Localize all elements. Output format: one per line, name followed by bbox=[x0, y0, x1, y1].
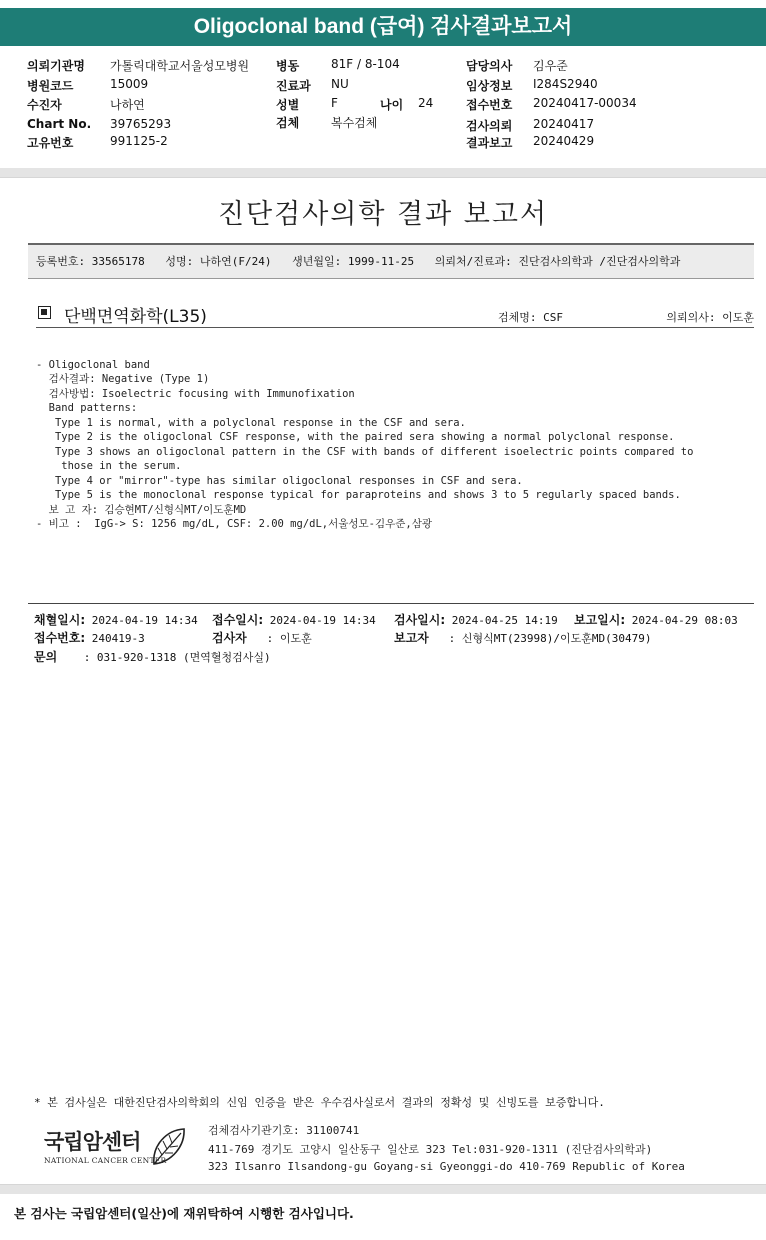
result-line: 보 고 자: 김승현MT/신형식MT/이도훈MD bbox=[36, 503, 247, 516]
result-line: Type 4 or "mirror"-type has similar oligoclonal responses in CSF and sera. bbox=[36, 474, 523, 487]
info-label-department: 진료과 bbox=[276, 79, 311, 93]
registration-number: 등록번호: 33565178 bbox=[36, 255, 145, 268]
info-value-patient: 나하연 bbox=[110, 98, 145, 112]
info-value-unique-id: 991125-2 bbox=[110, 134, 168, 148]
result-line: Type 2 is the oligoclonal CSF response, with the paired sera showing a normal polyclonal response. bbox=[36, 431, 675, 443]
info-label-chart-no: Chart No. bbox=[27, 117, 92, 131]
meta-report-time: 보고일시: 2024-04-29 08:03 bbox=[574, 613, 738, 627]
info-label-result-report: 결과보고 bbox=[466, 136, 513, 150]
registration-bar bbox=[28, 243, 754, 279]
leaf-logo-icon bbox=[148, 1126, 188, 1168]
info-label-clinical-info: 임상정보 bbox=[466, 79, 513, 93]
info-value-age: 24 bbox=[418, 96, 434, 110]
address-korean: 411-769 경기도 고양시 일산동구 일산로 323 Tel:031-920-1311 (진단검사의학과) bbox=[208, 1143, 653, 1156]
meta-test-time: 검사일시: 2024-04-25 14:19 bbox=[394, 613, 558, 627]
meta-inquiry: 문의 : 031-920-1318 (면역혈청검사실) bbox=[34, 650, 271, 664]
result-line: 검사결과: Negative (Type 1) bbox=[36, 373, 210, 385]
info-value-ward: 81F / 8-104 bbox=[331, 57, 400, 71]
section-specimen: 검체명: CSF bbox=[498, 311, 563, 324]
info-value-test-request: 20240417 bbox=[533, 117, 595, 131]
meta-receipt-number: 접수번호: 240419-3 bbox=[34, 631, 145, 645]
result-line: Band patterns: bbox=[36, 402, 138, 414]
registration-department: 의뢰처/진료과: 진단검사의학과 /진단검사의학과 bbox=[434, 255, 681, 268]
result-line: Type 5 is the monoclonal response typical for paraproteins and shows 3 to 5 regularly spaced bands. bbox=[36, 489, 681, 501]
section-square-icon bbox=[38, 306, 51, 319]
info-label-sex: 성별 bbox=[276, 98, 300, 112]
info-label-specimen: 검체 bbox=[276, 116, 300, 130]
result-body bbox=[36, 343, 756, 546]
info-label-receipt-number: 접수번호 bbox=[466, 98, 513, 112]
meta-collect-time: 채혈일시: 2024-04-19 14:34 bbox=[34, 613, 198, 627]
meta-divider bbox=[28, 603, 754, 604]
info-label-test-request: 검사의뢰 bbox=[466, 119, 513, 133]
meta-tester: 검사자 : 이도훈 bbox=[212, 631, 312, 645]
info-value-result-report: 20240429 bbox=[533, 134, 595, 148]
info-label-requesting-institution: 의뢰기관명 bbox=[27, 59, 85, 73]
info-label-unique-id: 고유번호 bbox=[27, 136, 74, 150]
info-label-patient: 수진자 bbox=[27, 98, 62, 112]
result-line: 검사방법: Isoelectric focusing with Immunofixation bbox=[36, 387, 355, 400]
registration-birthdate: 생년월일: 1999-11-25 bbox=[292, 255, 415, 268]
info-value-department: NU bbox=[331, 77, 349, 91]
info-value-hospital-code: 15009 bbox=[110, 77, 149, 91]
national-cancer-center-logo bbox=[44, 1126, 190, 1170]
info-value-chart-no: 39765293 bbox=[110, 117, 172, 131]
result-line: Type 3 shows an oligoclonal pattern in the CSF with bands of different isoelectric points compared to bbox=[36, 445, 694, 458]
institution-code: 검체검사기관기호: 31100741 bbox=[208, 1124, 360, 1137]
info-label-ward: 병동 bbox=[276, 59, 300, 73]
registration-name: 성명: 나하연(F/24) bbox=[165, 255, 272, 268]
info-value-receipt-number: 20240417-00034 bbox=[533, 96, 637, 110]
meta-reporter: 보고자 : 신형식MT(23998)/이도훈MD(30479) bbox=[394, 631, 652, 645]
section-header bbox=[36, 302, 754, 328]
info-value-attending-doctor: 김우준 bbox=[533, 59, 568, 73]
result-line: - 비고 : IgG-> S: 1256 mg/dL, CSF: 2.00 mg/dL,서울성모-김우준,삼광 bbox=[36, 518, 433, 530]
info-value-specimen: 복수검체 bbox=[331, 116, 378, 130]
info-label-hospital-code: 병원코드 bbox=[27, 79, 74, 93]
report-title: 진단검사의학 결과 보고서 bbox=[217, 199, 549, 230]
info-label-attending-doctor: 담당의사 bbox=[466, 59, 513, 73]
result-line: Type 1 is normal, with a polyclonal response in the CSF and sera. bbox=[36, 416, 466, 429]
outsourcing-note: 본 검사는 국립암센터(일산)에 재위탁하여 시행한 검사입니다. bbox=[14, 1206, 354, 1221]
section-title: 단백면역화학(L35) bbox=[64, 307, 207, 327]
logo-english-text: NATIONAL CANCER CENTER bbox=[44, 1156, 167, 1165]
result-line: - Oligoclonal band bbox=[36, 358, 150, 371]
info-label-age: 나이 bbox=[380, 98, 404, 112]
accreditation-notice: * 본 검사실은 대한진단검사의학회의 신임 인증을 받은 우수검사실로서 결과의 정확성 및 신빙도를 보증합니다. bbox=[34, 1096, 605, 1109]
meta-receive-time: 접수일시: 2024-04-19 14:34 bbox=[212, 613, 376, 627]
header-divider-band bbox=[0, 168, 766, 178]
logo-korean-text: 국립암센터 bbox=[44, 1130, 141, 1154]
result-line: those in the serum. bbox=[36, 460, 182, 472]
info-value-requesting-institution: 가톨릭대학교서울성모병원 bbox=[110, 59, 250, 73]
report-header-title: Oligoclonal band (급여) 검사결과보고서 bbox=[0, 8, 766, 46]
info-value-clinical-info: I284S2940 bbox=[533, 77, 598, 91]
section-requesting-doctor: 의뢰의사: 이도훈 bbox=[666, 311, 754, 324]
address-english: 323 Ilsanro Ilsandong-gu Goyang-si Gyeonggi-do 410-769 Republic of Korea bbox=[208, 1160, 685, 1173]
info-value-sex: F bbox=[331, 96, 338, 110]
footer-divider-band bbox=[0, 1184, 766, 1194]
patient-info-panel bbox=[0, 50, 766, 168]
